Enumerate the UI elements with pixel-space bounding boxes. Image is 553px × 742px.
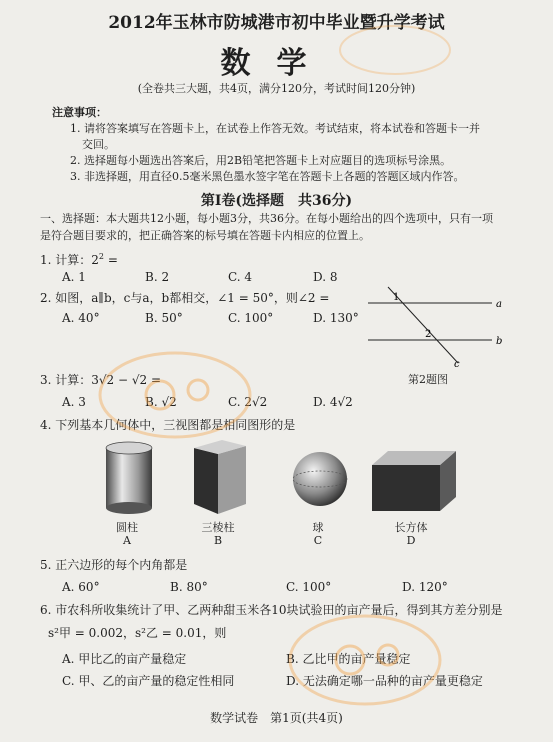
cuboid-figure	[368, 445, 460, 515]
label-b: b	[496, 336, 503, 347]
question-6-stem: 6. 市农科所收集统计了甲、乙两种甜玉米各10块试验田的亩产量后，得到其方差分别是	[40, 603, 503, 617]
q1-stem-text: 1. 计算：2	[40, 253, 99, 267]
q6-variance: s²甲 = 0.002，s²乙 = 0.01，则	[48, 626, 227, 640]
q1-stem-tail: =	[104, 253, 118, 267]
exam-title: 2012年玉林市防城港市初中毕业暨升学考试	[108, 13, 445, 33]
q1-option-b: B. 2	[145, 270, 170, 284]
angle-1-label: 1	[393, 292, 400, 303]
question-5-stem: 5. 正六边形的每个内角都是	[40, 558, 188, 572]
shape-letter-d: D	[406, 534, 416, 547]
section-instructions-1: 一、选择题：本大题共12小题，每小题3分，共36分。在每小题给出的四个选项中，只有一项	[40, 212, 493, 225]
note-item-1: 1. 请将答案填写在答题卡上，在试卷上作答无效。考试结束，将本试卷和答题卡一并	[70, 122, 480, 135]
shape-name-a: 圆柱	[116, 521, 138, 534]
subject-title: 数学	[220, 46, 333, 81]
note-item-1-cont: 交回。	[82, 138, 115, 151]
q1-option-c: C. 4	[228, 270, 253, 284]
question-4-stem: 4. 下列基本几何体中，三视图都是相同图形的是	[40, 418, 296, 432]
shape-name-b: 三棱柱	[201, 521, 235, 534]
q1-option-a: A. 1	[62, 270, 86, 284]
shape-name-c: 球	[312, 521, 324, 534]
question-3-stem: 3. 计算：3√2 − √2 =	[40, 373, 162, 387]
q3-option-c: C. 2√2	[228, 395, 268, 409]
angle-2-label: 2	[425, 329, 432, 340]
q6-option-b: B. 乙比甲的亩产量稳定	[286, 652, 411, 666]
q1-exponent: 2	[98, 252, 104, 261]
sphere-figure	[290, 448, 350, 510]
exam-info: (全卷共三大题，共4页，满分120分，考试时间120分钟)	[137, 82, 416, 95]
q2-option-a: A. 40°	[62, 311, 100, 325]
watermark-logo-2	[280, 600, 450, 720]
q3-option-d: D. 4√2	[313, 395, 353, 409]
q1-option-d: D. 8	[313, 270, 338, 284]
q2-figure	[360, 285, 510, 370]
notes-heading: 注意事项：	[52, 106, 107, 119]
q6-option-a: A. 甲比乙的亩产量稳定	[62, 652, 187, 666]
question-1-stem	[40, 249, 118, 268]
watermark-logo-1	[90, 340, 260, 450]
q6-option-d: D. 无法确定哪一品种的亩产量更稳定	[286, 674, 483, 688]
triangular-prism-figure	[186, 440, 256, 518]
shape-letter-c: C	[313, 534, 323, 547]
q5-option-a: A. 60°	[62, 580, 100, 594]
section-instructions-2: 是符合题目要求的，把正确答案的标号填在答题卡内相应的位置上。	[40, 229, 370, 242]
q2-option-c: C. 100°	[228, 311, 274, 325]
page-footer: 数学试卷 第1页(共4页)	[210, 711, 343, 725]
q3-option-a: A. 3	[62, 395, 86, 409]
section-title: 第Ⅰ卷(选择题 共36分)	[200, 193, 353, 209]
question-2-stem: 2. 如图，a∥b，c与a，b都相交，∠1 = 50°，则∠2 =	[40, 291, 330, 305]
q6-option-c: C. 甲、乙的亩产量的稳定性相同	[62, 674, 235, 688]
q2-option-d: D. 130°	[313, 311, 359, 325]
shape-letter-a: A	[123, 534, 131, 547]
shape-name-d: 长方体	[394, 521, 428, 534]
label-a: a	[496, 299, 502, 310]
label-c: c	[454, 359, 460, 370]
q3-option-b: B. √2	[145, 395, 177, 409]
q2-option-b: B. 50°	[145, 311, 183, 325]
q5-option-b: B. 80°	[170, 580, 208, 594]
note-item-3: 3. 非选择题，用直径0.5毫米黑色墨水签字笔在答题卡上各题的答题区域内作答。	[70, 170, 465, 183]
shape-letter-b: B	[213, 534, 223, 547]
q5-option-d: D. 120°	[402, 580, 448, 594]
q5-option-c: C. 100°	[286, 580, 332, 594]
note-item-2: 2. 选择题每小题选出答案后，用2B铅笔把答题卡上对应题目的选项标号涂黑。	[70, 154, 452, 167]
cylinder-figure	[100, 440, 160, 518]
watermark-logo-3	[330, 20, 460, 80]
q2-figure-caption: 第2题图	[408, 373, 448, 386]
